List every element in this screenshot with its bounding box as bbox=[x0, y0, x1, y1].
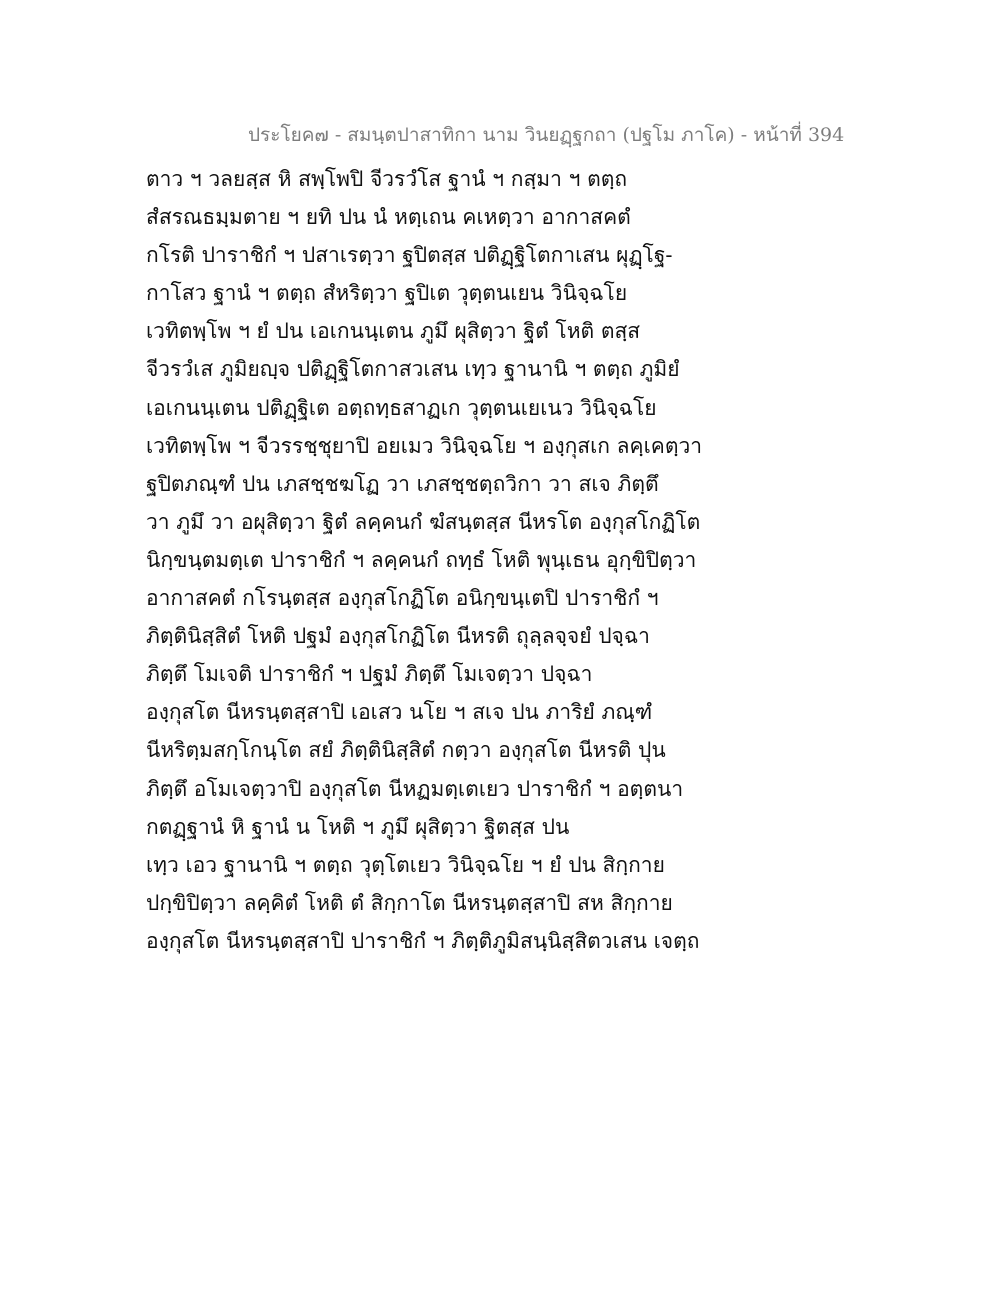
text-line: เวทิตพฺโพ ฯ ยํ ปน เอเกนนฺเตน ภูมึ ผุสิตฺวา ฐิตํ โหติ ตสฺส bbox=[146, 319, 641, 344]
text-line: นิกฺขนฺตมตฺเต ปาราชิกํ ฯ ลคฺคนกํ ถทฺธํ โหติ พุนฺเธน อุกฺขิปิตฺวา bbox=[146, 547, 697, 572]
text-line: ปกฺขิปิตฺวา ลคฺคิตํ โหติ ตํ สิกฺกาโต นีหรนฺตสฺสาปิ สห สิกฺกาย bbox=[146, 890, 673, 915]
text-line: อากาสคตํ กโรนฺตสฺส องฺกุสโกฏิโต อนิกฺขนฺเตปิ ปาราชิกํ ฯ bbox=[146, 586, 659, 611]
text-line: สํสรณธมฺมตาย ฯ ยทิ ปน นํ หตฺเถน คเหตฺวา อากาสคตํ bbox=[146, 205, 631, 230]
text-line: นีหริตฺมสกฺโกนฺโต สยํ ภิตฺตินิสฺสิตํ กตฺวา องฺกุสโต นีหรติ ปุน bbox=[146, 738, 666, 763]
text-line: ฐปิตภณฺฑํ ปน เภสชฺชฆโฏ วา เภสชฺชตฺถวิกา วา สเจ ภิตฺตึ bbox=[146, 471, 659, 496]
text-line: เวทิตพฺโพ ฯ จีวรรชฺชุยาปิ อยเมว วินิจฺฉโย ฯ องฺกุสเก ลคฺเคตฺวา bbox=[146, 433, 703, 458]
text-line: ภิตฺตึ อโมเจตฺวาปิ องฺกุสโต นีหฏมตฺเตเยว ปาราชิกํ ฯ อตฺตนา bbox=[146, 776, 684, 801]
text-line: วา ภูมึ วา อผุสิตฺวา ฐิตํ ลคฺคนกํ ฆํสนฺตสฺส นีหรโต องฺกุสโกฏิโต bbox=[146, 509, 701, 534]
text-line: จีวรวํเส ภูมิยญฺจ ปติฏฺฐิโตกาสวเสน เทฺว ฐานานิ ฯ ตตฺถ ภูมิยํ bbox=[146, 357, 680, 382]
text-line: ภิตฺตึ โมเจติ ปาราชิกํ ฯ ปฐมํ ภิตฺตึ โมเจตฺวา ปจฺฉา bbox=[146, 662, 593, 687]
text-line: กตฏฺฐานํ หิ ฐานํ น โหติ ฯ ภูมึ ผุสิตฺวา ฐิตสฺส ปน bbox=[146, 814, 570, 839]
text-line: ภิตฺตินิสฺสิตํ โหติ ปฐมํ องฺกุสโกฏิโต นีหรติ ถุลฺลจฺจยํ ปจฺฉา bbox=[146, 624, 650, 649]
running-header: ประโยค๗ - สมนฺตปาสาทิกา นาม วินยฏฺฐกถา (ปฐโม ภาโค) - หน้าที่ 394 bbox=[248, 124, 845, 146]
text-line: ตาว ฯ วลยสฺส หิ สพฺโพปิ จีวรวํโส ฐานํ ฯ กสฺมา ฯ ตตฺถ bbox=[146, 167, 628, 191]
text-line: เอเกนนฺเตน ปติฏฺฐิเต อตฺถทฺธสาฏเก วุตฺตนเยเนว วินิจฺฉโย bbox=[146, 395, 657, 420]
text-line: องฺกุสโต นีหรนฺตสฺสาปิ เอเสว นโย ฯ สเจ ปน ภาริยํ ภณฺฑํ bbox=[146, 700, 653, 725]
text-line: กาโสว ฐานํ ฯ ตตฺถ สํหริตฺวา ฐปิเต วุตฺตนเยน วินิจฺฉโย bbox=[146, 281, 628, 306]
body-text bbox=[146, 160, 703, 960]
text-line: เทฺว เอว ฐานานิ ฯ ตตฺถ วุตฺโตเยว วินิจฺฉโย ฯ ยํ ปน สิกฺกาย bbox=[146, 852, 665, 877]
text-line: องฺกุสโต นีหรนฺตสฺสาปิ ปาราชิกํ ฯ ภิตฺติภูมิสนฺนิสฺสิตวเสน เจตฺถ bbox=[146, 928, 700, 953]
text-line: กโรติ ปาราชิกํ ฯ ปสาเรตฺวา ฐปิตสฺส ปติฏฺฐิโตกาเสน ผุฏฺโฐ- bbox=[146, 243, 673, 268]
